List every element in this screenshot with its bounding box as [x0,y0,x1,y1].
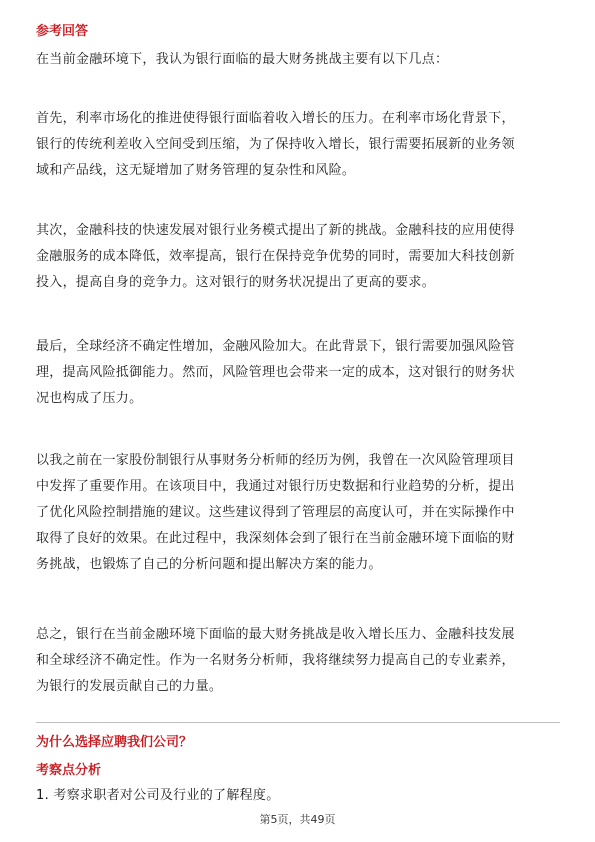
question-heading: 为什么选择应聘我们公司？ [36,735,193,750]
paragraph-line: 总之，银行在当前金融环境下面临的最大财务挑战是收入增长压力、金融科技发展 [36,627,515,642]
paragraph-2 [36,218,560,296]
paragraph-line: 和全球经济不确定性。作为一名财务分析师，我将继续努力提高自己的专业素养， [36,653,515,668]
paragraph-4 [36,448,560,578]
paragraph-line: 务挑战，也锻炼了自己的分析问题和提出解决方案的能力。 [36,557,382,572]
paragraph-3 [36,334,560,412]
paragraph-line: 金融服务的成本降低，效率提高，银行在保持竞争优势的同时，需要加大科技创新 [36,249,515,264]
analysis-point-1: 1. 考察求职者对公司及行业的了解程度。 [36,788,280,803]
reference-answer-heading: 参考回答 [36,24,89,39]
paragraph-line: 况也构成了压力。 [36,391,143,406]
paragraph-line: 为银行的发展贡献自己的力量。 [36,679,223,694]
section-divider [36,722,560,723]
paragraph-line: 中发挥了重要作用。在该项目中，我通过对银行历史数据和行业趋势的分析，提出 [36,479,515,494]
paragraph-1 [36,106,560,184]
paragraph-line: 取得了良好的效果。在此过程中，我深刻体会到了银行在当前金融环境下面临的财 [36,531,515,546]
paragraph-line: 首先，利率市场化的推进使得银行面临着收入增长的压力。在利率市场化背景下， [36,111,515,126]
paragraph-line: 理，提高风险抵御能力。然而，风险管理也会带来一定的成本，这对银行的财务状 [36,365,515,380]
paragraph-line: 最后，全球经济不确定性增加，金融风险加大。在此背景下，银行需要加强风险管 [36,339,515,354]
paragraph-line: 银行的传统利差收入空间受到压缩，为了保持收入增长，银行需要拓展新的业务领 [36,137,515,152]
paragraph-5 [36,622,560,700]
paragraph-line: 投入，提高自身的竞争力。这对银行的财务状况提出了更高的要求。 [36,275,436,290]
page-footer: 第5页，共49页 [259,813,336,826]
paragraph-line: 域和产品线，这无疑增加了财务管理的复杂性和风险。 [36,163,356,178]
analysis-heading: 考察点分析 [36,763,102,778]
paragraph-line: 以我之前在一家股份制银行从事财务分析师的经历为例，我曾在一次风险管理项目 [36,453,515,468]
paragraph-line: 了优化风险控制措施的建议。这些建议得到了管理层的高度认可，并在实际操作中 [36,505,515,520]
intro-text: 在当前金融环境下，我认为银行面临的最大财务挑战主要有以下几点： [36,52,449,67]
paragraph-line: 其次，金融科技的快速发展对银行业务模式提出了新的挑战。金融科技的应用使得 [36,223,515,238]
